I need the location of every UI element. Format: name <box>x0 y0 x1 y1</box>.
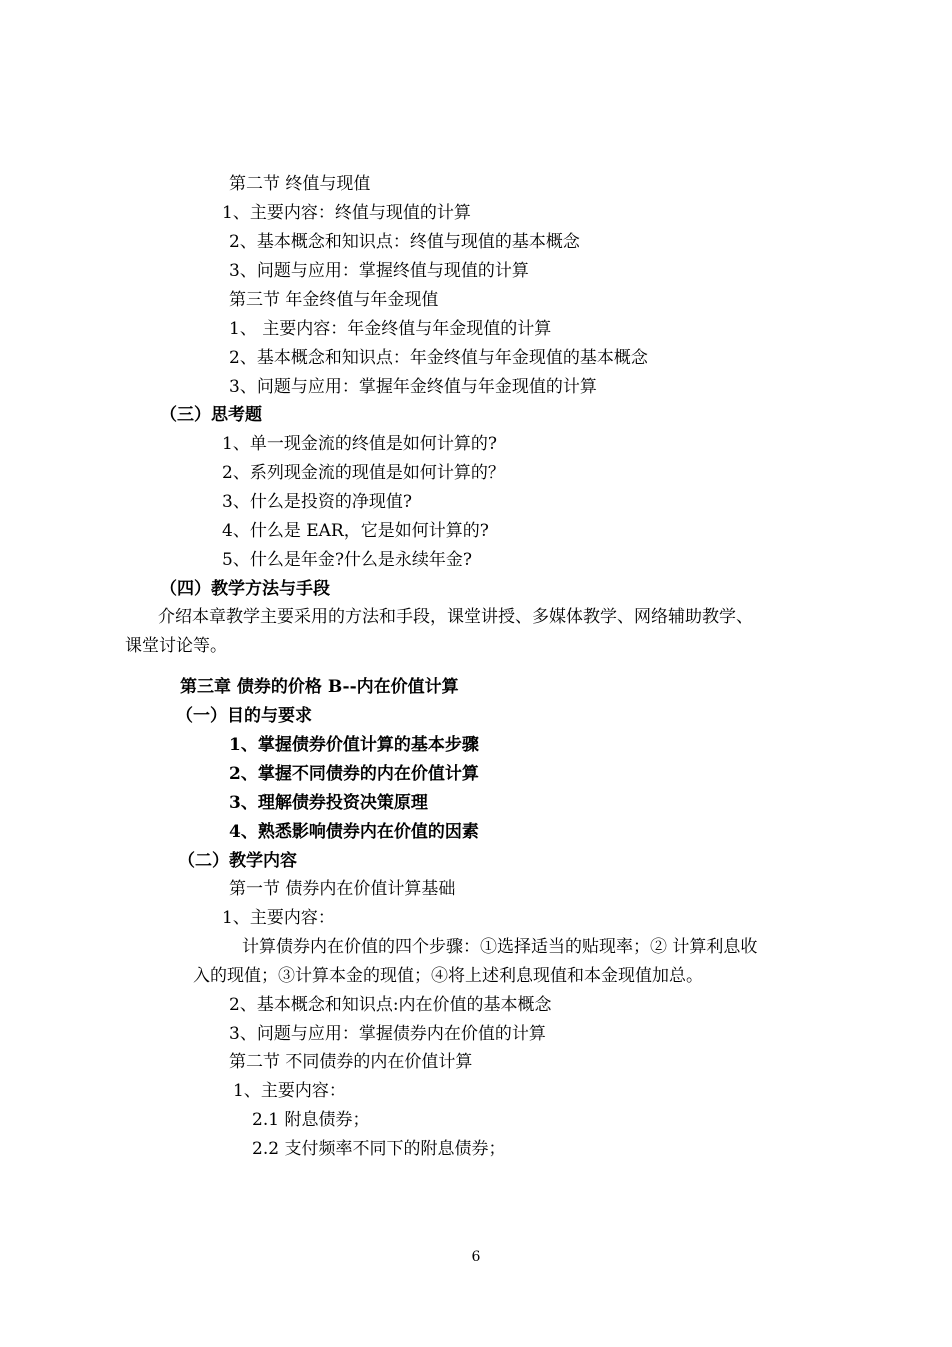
goal-4: 4、熟悉影响债券内在价值的因素 <box>229 822 479 842</box>
content-section-2-title: 第二节 不同债券的内在价值计算 <box>229 1052 473 1072</box>
section-2-title: 第二节 终值与现值 <box>229 174 371 194</box>
goals-heading: （一）目的与要求 <box>176 706 312 726</box>
section-3-item-2: 2、基本概念和知识点：年金终值与年金现值的基本概念 <box>229 348 648 368</box>
methods-paragraph-line-2: 课堂讨论等。 <box>125 636 227 656</box>
content-section-1-title: 第一节 债券内在价值计算基础 <box>229 879 456 899</box>
question-4: 4、什么是 EAR，它是如何计算的? <box>222 521 489 541</box>
section-3-item-1: 1、 主要内容：年金终值与年金现值的计算 <box>229 319 552 339</box>
content-section-1-item-1: 1、主要内容： <box>222 908 335 928</box>
page-number: 6 <box>471 1249 481 1265</box>
question-2: 2、系列现金流的现值是如何计算的？ <box>222 463 505 483</box>
content-section-1-item-2: 2、基本概念和知识点:内在价值的基本概念 <box>229 995 552 1015</box>
goal-1: 1、掌握债券价值计算的基本步骤 <box>229 735 479 755</box>
methods-paragraph-line-1: 介绍本章教学主要采用的方法和手段，课堂讲授、多媒体教学、网络辅助教学、 <box>158 607 753 627</box>
content-section-1-item-3: 3、问题与应用：掌握债券内在价值的计算 <box>229 1024 546 1044</box>
goal-2: 2、掌握不同债券的内在价值计算 <box>229 764 479 784</box>
goal-3: 3、理解债券投资决策原理 <box>229 793 428 813</box>
chapter-3-title: 第三章 债券的价格 B--内在价值计算 <box>180 677 459 697</box>
content-section-1-paragraph-line-2: 入的现值；③计算本金的现值；④将上述利息现值和本金现值加总。 <box>193 966 703 986</box>
content-section-1-paragraph-line-1: 计算债券内在价值的四个步骤：①选择适当的贴现率；② 计算利息收 <box>242 937 758 957</box>
section-2-item-2: 2、基本概念和知识点：终值与现值的基本概念 <box>229 232 580 252</box>
content-section-2-subitem-2: 2.2 支付频率不同下的附息债券； <box>252 1139 506 1159</box>
section-3-title: 第三节 年金终值与年金现值 <box>229 290 439 310</box>
section-2-item-1: 1、主要内容：终值与现值的计算 <box>222 203 471 223</box>
content-heading: （二）教学内容 <box>178 851 297 871</box>
section-2-item-3: 3、问题与应用：掌握终值与现值的计算 <box>229 261 529 281</box>
methods-heading: （四）教学方法与手段 <box>160 579 330 599</box>
thinking-heading: （三）思考题 <box>160 405 262 425</box>
question-1: 1、单一现金流的终值是如何计算的? <box>222 434 497 454</box>
content-section-2-subitem-1: 2.1 附息债券； <box>252 1110 370 1130</box>
question-5: 5、什么是年金?什么是永续年金? <box>222 550 473 570</box>
section-3-item-3: 3、问题与应用：掌握年金终值与年金现值的计算 <box>229 377 597 397</box>
question-3: 3、什么是投资的净现值? <box>222 492 412 512</box>
content-section-2-item-1: 1、主要内容： <box>233 1081 346 1101</box>
